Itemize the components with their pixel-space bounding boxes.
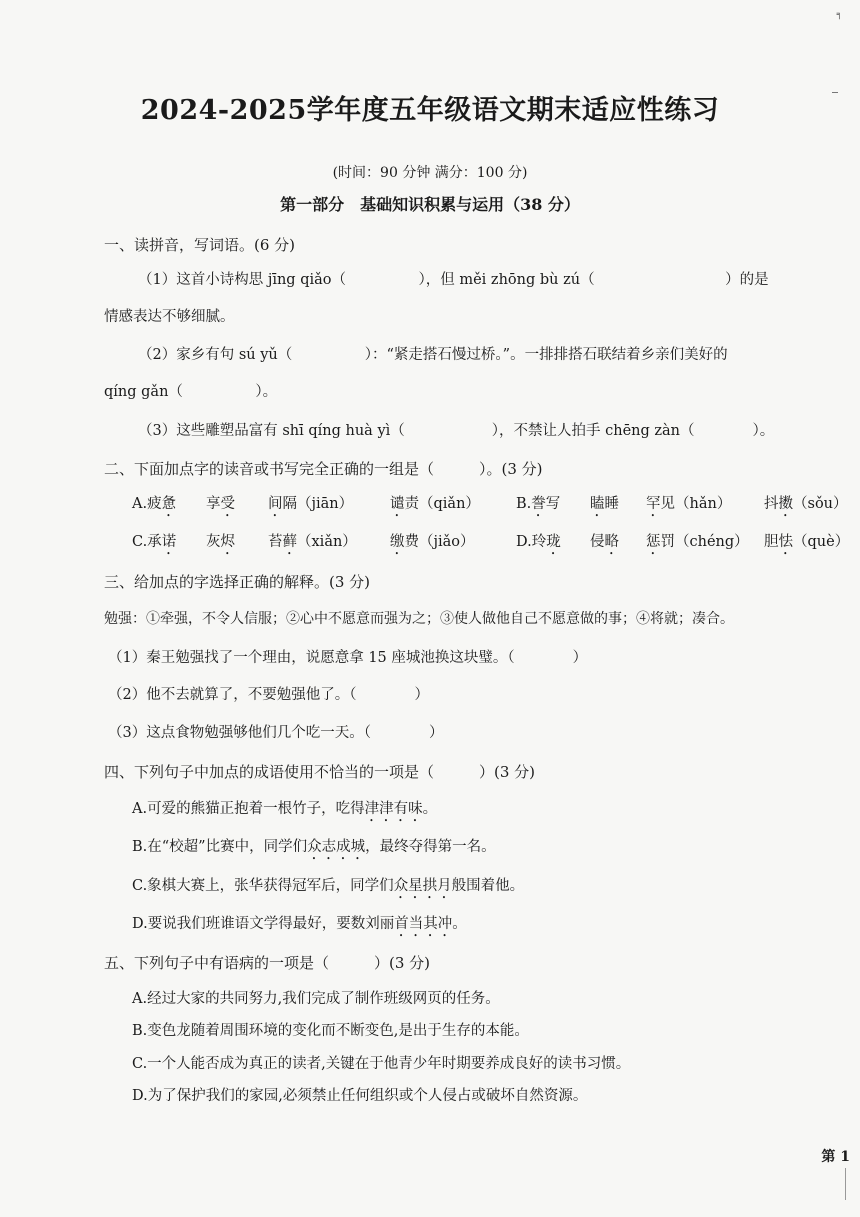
q2-d-1: D.玲珑: [516, 534, 561, 550]
q2-b-3: 罕见（hǎn）: [646, 496, 732, 512]
q4-option-c: C.象棋大赛上，张华获得冠军后，同学们众星拱月般围着他。: [132, 878, 525, 894]
q2-d-2: 侵略: [590, 534, 619, 550]
q4-d-idiom: 首当其冲: [394, 916, 453, 932]
q3-sentence-1: （1）秦王勉强找了一个理由，说愿意拿 15 座城池换这块璧。（ ）: [108, 650, 588, 666]
q5-option-a: A.经过大家的共同努力,我们完成了制作班级网页的任务。: [132, 991, 500, 1007]
q2-b-1: B.誊写: [516, 496, 561, 512]
q2-c-4: 缴费（jiǎo）: [390, 534, 475, 550]
edge-mark: ╕: [836, 10, 842, 20]
q1-line-1: （1）这首小诗构思 jīng qiǎo（ ），但 měi zhōng bù zú（ ）的是: [138, 272, 769, 288]
q2-b-4: 抖擞（sǒu）: [764, 496, 848, 512]
q1-line-2: （2）家乡有句 sú yǔ（ ）：“紧走搭石慢过桥。”。一排排搭石联结着乡亲们美好的: [138, 347, 728, 363]
q1-heading: 一、读拼音，写词语。(6 分): [104, 236, 296, 254]
q1-line-2b: qíng gǎn（ ）。: [104, 384, 278, 400]
q5-option-b: B.变色龙随着周围环境的变化而不断变色,是出于生存的本能。: [132, 1023, 529, 1039]
q3-sentence-2: （2）他不去就算了，不要勉强他了。（ ）: [108, 687, 429, 703]
q4-option-a: A.可爱的熊猫正抱着一根竹子，吃得津津有味。: [132, 801, 438, 817]
q2-heading: 二、下面加点字的读音或书写完全正确的一组是（ ）。(3 分): [104, 460, 543, 478]
q3-heading: 三、给加点的字选择正确的解释。(3 分): [104, 573, 371, 591]
exam-info: (时间：90 分钟 满分：100 分): [332, 165, 528, 181]
q4-b-idiom: 众志成城: [307, 839, 366, 855]
q4-option-b: B.在“校超”比赛中，同学们众志成城，最终夺得第一名。: [132, 839, 496, 855]
q5-heading: 五、下列句子中有语病的一项是（ ）(3 分): [104, 954, 431, 972]
part-heading: 第一部分 基础知识积累与运用（38 分）: [280, 195, 580, 214]
q4-c-idiom: 众星拱月: [393, 878, 452, 894]
page-title: 2024-2025学年度五年级语文期末适应性练习: [140, 95, 720, 126]
q4-heading: 四、下列句子中加点的成语使用不恰当的一项是（ ）(3 分): [104, 763, 536, 781]
q2-a-2: 享受: [206, 496, 235, 512]
q4-a-idiom: 津津有味: [364, 801, 423, 817]
q3-definition: 勉强：①牵强，不令人信服；②心中不愿意而强为之；③使人做他自己不愿意做的事；④将就；凑合。: [104, 611, 734, 627]
q2-c-3: 苔藓（xiǎn）: [268, 534, 357, 550]
q1-line-1b: 情感表达不够细腻。: [104, 309, 235, 325]
q2-c-2: 灰烬: [206, 534, 235, 550]
page-number: 第 1: [821, 1149, 850, 1165]
q2-c-1: C.承诺: [132, 534, 177, 550]
q2-a-1: A.疲惫: [132, 496, 177, 512]
edge-line: [845, 1168, 846, 1200]
q3-sentence-3: （3）这点食物勉强够他们几个吃一天。（ ）: [108, 725, 444, 741]
q2-a-3: 间隔（jiān）: [268, 496, 354, 512]
q2-a-4: 谴责（qiǎn）: [390, 496, 480, 512]
q5-option-c: C.一个人能否成为真正的读者,关键在于他青少年时期要养成良好的读书习惯。: [132, 1056, 631, 1072]
q1-line-3: （3）这些雕塑品富有 shī qíng huà yì（ ），不禁让人拍手 chēng zàn（ ）。: [138, 423, 775, 439]
q2-d-4: 胆怯（què）: [764, 534, 850, 550]
q5-option-d: D.为了保护我们的家园,必须禁止任何组织或个人侵占或破坏自然资源。: [132, 1088, 588, 1104]
q4-option-d: D.要说我们班谁语文学得最好，要数刘丽首当其冲。: [132, 916, 467, 932]
q2-b-2: 瞌睡: [590, 496, 619, 512]
q2-d-3: 惩罚（chéng）: [646, 534, 749, 550]
